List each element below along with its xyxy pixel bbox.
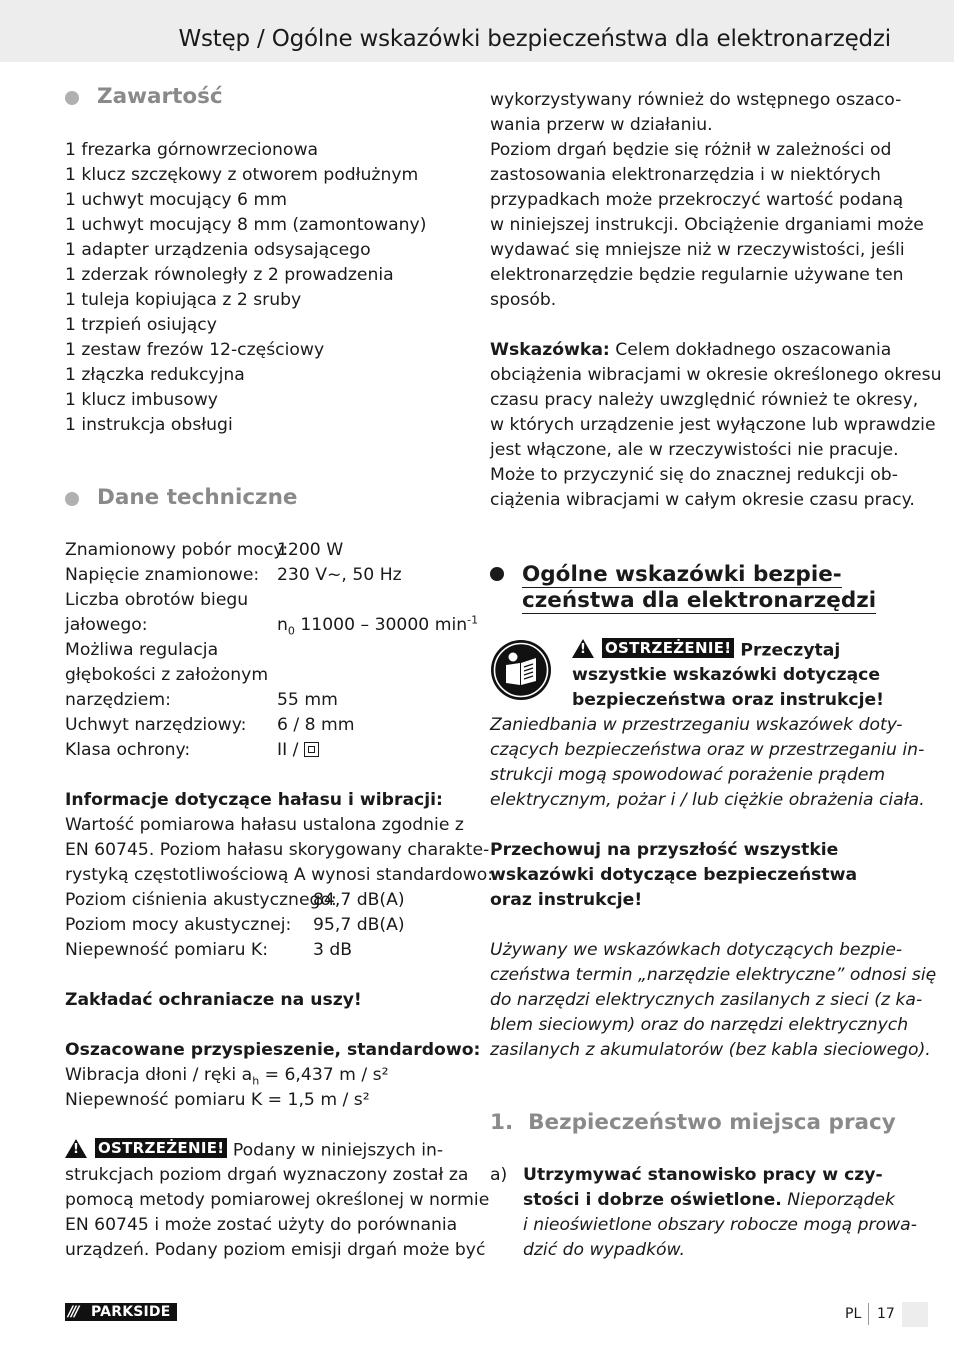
text-line: Poziom drgań będzie się różnił w zależności od [490,140,892,160]
safety-italic: czących bezpieczeństwa oraz w przestrzeganiu in- [490,740,925,760]
noise-text: EN 60745. Poziom hałasu skorygowany charakte- [65,840,490,860]
text-line: czasu pracy należy uwzględnić również te okresy, [490,390,919,410]
text-line: 1 adapter urządzenia odsysającego [65,240,371,260]
tech-value: 1200 W [277,540,344,560]
tech-value: 55 mm [277,690,338,710]
bullet-icon [65,492,79,506]
accel-heading: Oszacowane przyspieszenie, standardowo: [65,1040,481,1060]
text-line: przypadkach może przekroczyć wartość podaną [490,190,904,210]
workplace-heading: 1. Bezpieczeństwo miejsca pracy [490,1110,896,1135]
safety-warning-text: wszystkie wskazówki dotyczące [572,665,881,685]
text-line: 1 uchwyt mocujący 6 mm [65,190,287,210]
tech-label: Liczba obrotów biegu [65,590,249,610]
text-line: ciążenia wibracjami w całym okresie czasu pracy. [490,490,915,510]
tech-label: Napięcie znamionowe: [65,565,260,585]
vibration-value: Wibracja dłoni / ręki $a_h = 6,437$ m / s² [65,1065,389,1088]
safety-warning: ! OSTRZEŻENIE! Przeczytaj [572,638,840,664]
page-title: Wstęp / Ogólne wskazówki bezpieczeństwa dla elektronarzędzi [178,26,891,52]
item-a-text: dzić do wypadków. [523,1240,685,1260]
warning-badge: OSTRZEŻENIE! [95,1138,227,1158]
tech-label: Uchwyt narzędziowy: [65,715,247,735]
tech-label: Klasa ochrony: [65,740,191,760]
warning-text: EN 60745 i może zostać użyty do porównania [65,1215,458,1235]
item-a-label: a) [490,1165,508,1185]
text-line: 1 instrukcja obsługi [65,415,233,435]
page-tab-marker [902,1302,928,1327]
noise-value: 95,7 dB(A) [313,915,405,935]
tech-value: $n_0$ 11000 – 30000 $\min^{-1}$ [277,613,479,638]
text-line: wydawać się mniejsze niż w rzeczywistości, jeśli [490,240,905,260]
text-line: 1 uchwyt mocujący 8 mm (zamontowany) [65,215,427,235]
tech-label: głębokości z założonym [65,665,269,685]
noise-label: Poziom ciśnienia akustycznego: [65,890,337,910]
text-line: wania przerw w działaniu. [490,115,713,135]
warning-text: strukcjach poziom drgań wyznaczony został za [65,1165,469,1185]
protection-class-icon [304,742,319,757]
parkside-logo: /// PARKSIDE [65,1303,177,1321]
warning-text: Podany w niniejszych in- [227,1140,444,1161]
text-line: Może to przyczynić się do znacznej redukcji ob- [490,465,898,485]
tech-heading: Dane techniczne [97,485,298,510]
safety-italic: Zaniedbania w przestrzeganiu wskazówek doty- [490,715,903,735]
safety-title: czeństwa dla elektronarzędzi [522,588,877,613]
warning-badge: OSTRZEŻENIE! [602,638,734,658]
safety-warning-text: bezpieczeństwa oraz instrukcje! [572,690,884,710]
item-a-text: Utrzymywać stanowisko pracy w czy- [523,1165,883,1185]
ear-protection-note: Zakładać ochraniacze na uszy! [65,990,362,1010]
safety-title: Ogólne wskazówki bezpie- [522,562,842,587]
bullet-icon [65,91,79,105]
term-definition: zasilanych z akumulatorów (bez kabla sieciowego). [490,1040,931,1060]
text-line: 1 trzpień osiujący [65,315,217,335]
safety-italic: elektrycznym, pożar i / lub ciężkie obrażenia ciała. [490,790,925,810]
item-a-text: stości i dobrze oświetlone. Nieporządek [523,1190,895,1210]
noise-label: Poziom mocy akustycznej: [65,915,292,935]
text-line: 1 klucz szczękowy z otworem podłużnym [65,165,419,185]
tech-value: 6 / 8 mm [277,715,355,735]
tech-label: Możliwa regulacja [65,640,219,660]
text-line: 1 klucz imbusowy [65,390,218,410]
note-line: Wskazówka: Celem dokładnego oszacowania [490,340,892,360]
page-header [0,0,954,62]
keep-instructions: wskazówki dotyczące bezpieczeństwa [490,865,858,885]
noise-label: Niepewność pomiaru K: [65,940,268,960]
keep-instructions: oraz instrukcje! [490,890,643,910]
warning-text: urządzeń. Podany poziom emisji drgań może być [65,1240,486,1260]
tech-label: Znamionowy pobór mocy: [65,540,289,560]
tech-value: 230 V~, 50 Hz [277,565,402,585]
term-definition: czeństwa termin „narzędzie elektryczne” odnosi się [490,965,937,985]
tech-value: II / [277,738,319,763]
read-manual-icon [490,639,552,701]
language-code: PL [845,1306,862,1322]
keep-instructions: Przechowuj na przyszłość wszystkie [490,840,839,860]
safety-italic: strukcji mogą spowodować porażenie prądem [490,765,886,785]
text-line: sposób. [490,290,557,310]
footer-divider [868,1303,869,1325]
bullet-icon [490,567,504,581]
text-line: zastosowania elektronarzędzia i w niektórych [490,165,881,185]
contents-heading: Zawartość [97,84,223,109]
noise-heading: Informacje dotyczące hałasu i wibracji: [65,790,443,810]
text-line: elektronarzędzie będzie regularnie używane ten [490,265,904,285]
text-line: obciążenia wibracjami w okresie określonego okresu [490,365,942,385]
warning-triangle-icon [65,1139,87,1158]
term-definition: do narzędzi elektrycznych zasilanych z sieci (z ka- [490,990,923,1010]
text-line: 1 tuleja kopiująca z 2 sruby [65,290,302,310]
noise-value: 84,7 dB(A) [313,890,405,910]
vibration-uncertainty: Niepewność pomiaru K = 1,5 m / s² [65,1090,370,1110]
text-line: w których urządzenie jest wyłączone lub wprawdzie [490,415,936,435]
text-line: 1 frezarka górnowrzecionowa [65,140,319,160]
noise-text: rystyką częstotliwościową A wynosi standardowo: [65,865,494,885]
tech-label: narzędziem: [65,690,171,710]
warning-text: pomocą metody pomiarowej określonej w normie [65,1190,490,1210]
text-line: jest włączone, ale w rzeczywistości nie pracuje. [490,440,899,460]
text-line: 1 zestaw frezów 12-częściowy [65,340,325,360]
text-line: 1 złączka redukcyjna [65,365,245,385]
page-number: 17 [877,1306,895,1322]
term-definition: Używany we wskazówkach dotyczących bezpie- [490,940,903,960]
text-line: wykorzystywany również do wstępnego oszaco- [490,90,902,110]
tech-label: jałowego: [65,615,148,635]
text-line: w niniejszej instrukcji. Obciążenie drganiami może [490,215,924,235]
noise-value: 3 dB [313,940,353,960]
warning-triangle-icon [572,639,594,658]
term-definition: blem sieciowym) oraz do narzędzi elektrycznych [490,1015,909,1035]
warning-left [65,1138,443,1164]
text-line: 1 zderzak równoległy z 2 prowadzenia [65,265,394,285]
noise-text: Wartość pomiarowa hałasu ustalona zgodnie z [65,815,464,835]
item-a-text: i nieoświetlone obszary robocze mogą prowa- [523,1215,917,1235]
